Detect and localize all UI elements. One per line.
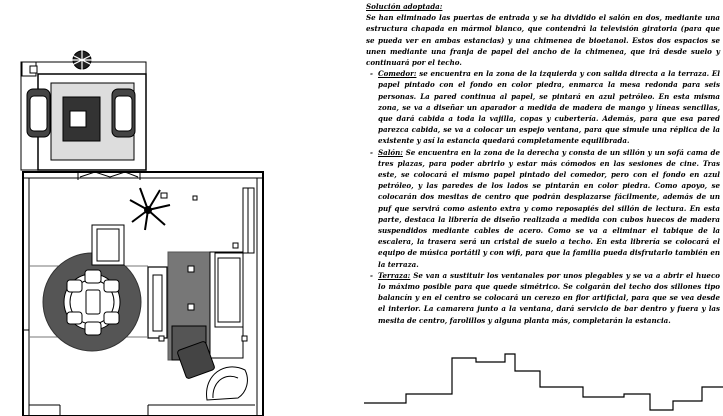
item-label: Salón: [378, 147, 403, 157]
item-comedor [366, 68, 720, 146]
elevation-sketch [362, 350, 723, 416]
item-terraza [366, 270, 720, 326]
item-text: Se encuentra en la zona de la derecha y consta de un sillón y un sofá cama de tres plazas, para poder abrirlo y estar más cómodos en las sesiones de cine. Tras este, se colocará el mismo papel pintado del comedor, pero con el fondo en azul petróleo, y las paredes de los lados se pintarán en color piedra. Como apoyo, se colocarán dos mesitas de centro que podrán desplazarse fácilmente, además de un puf que servirá como asiento extra y como reposapiés del sillón de lectura. En esta parte, destaca la librería de diseño realizada a medida con cubos huecos de madera suspendidos mediante cables de acero. Como se va a eliminar el tabique de la escalera, la trasera será un cristal de suelo a techo. En esta librería se colocará el equipo de música portátil y con wifi, para que la familia pueda disfrutarlo también en la terraza. [378, 147, 720, 269]
solution-items [366, 68, 720, 326]
dining-area [29, 253, 148, 351]
floor-plan [0, 0, 360, 416]
item-label: Comedor: [378, 69, 417, 79]
solution-text [366, 1, 720, 326]
item-text: se encuentra en la zona de la izquierda y con salida directa a la terraza. El papel pintado con el fondo en color piedra, enmarca la mesa redonda para seis personas. La pared continua al papel, se pintará en azul petróleo. En esta misma zona, se va a diseñar un aparador a medida de madera de mango y líneas sencillas, que dará cabida a toda la vajilla, copas y cubertería. Además, para que esa pared parezca cabida, se va a colocar un espejo ventana, para que simule una réplica de la existente y así la estancia quedará completamente equilibrada. [378, 69, 720, 146]
item-label: Terraza: [378, 270, 411, 280]
solution-title: Solución adoptada: [366, 2, 443, 11]
item-text: Se van a sustituir los ventanales por unos plegables y se va a abrir el hueco lo máximo posible para que quede simétrico. Se colgarán del techo dos sillones tipo balancín y en el centro se colocará un cerezo en flor artificial, para que se vea desde el interior. La camarera junto a la ventana, dará servicio de bar dentro y fuera y las mesita de centro, farolillos y alguna planta más, completarán la estancia. [378, 270, 720, 325]
terrace-area [21, 48, 146, 170]
solution-intro: Se han eliminado las puertas de entrada y se ha dividido el salón en dos, mediante una estructura chapada en mármol blanco, que contendrá la televisión giratoria (para que se pueda ver en ambas estancias) y una chimenea de bioetanol. Estos dos espacios se unen mediante una franja de papel del ancho de la chimenea, que irá desde suelo y continuará por el techo. [366, 13, 720, 68]
item-salon [366, 147, 720, 270]
